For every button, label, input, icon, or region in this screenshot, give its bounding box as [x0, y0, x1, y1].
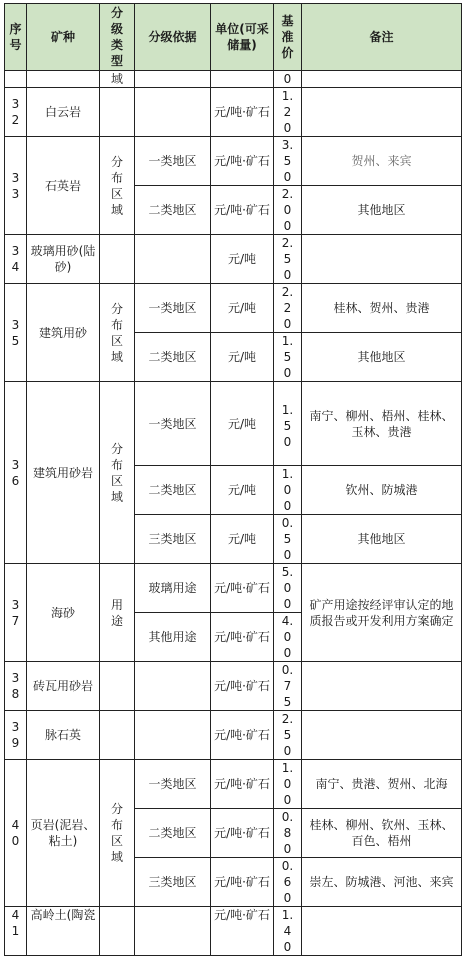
price-cell: 0.75	[274, 662, 302, 711]
class-cell: 用途	[100, 564, 135, 662]
mineral-cell	[27, 71, 100, 88]
note-cell	[302, 907, 462, 956]
seq-cell: 34	[5, 235, 27, 284]
basis-cell: 二类地区	[135, 809, 211, 858]
price-cell: 5.00	[274, 564, 302, 613]
table-row	[5, 711, 462, 760]
table-row	[5, 284, 462, 333]
mineral-cell: 海砂	[27, 564, 100, 662]
unit-cell: 元/吨·矿石	[211, 809, 274, 858]
class-cell	[100, 235, 135, 284]
unit-cell: 元/吨	[211, 284, 274, 333]
note-cell: 崇左、防城港、河池、来宾	[302, 858, 462, 907]
class-cell	[100, 662, 135, 711]
seq-cell: 32	[5, 88, 27, 137]
unit-cell: 元/吨	[211, 515, 274, 564]
basis-cell: 二类地区	[135, 466, 211, 515]
note-cell	[302, 711, 462, 760]
mineral-cell: 建筑用砂岩	[27, 382, 100, 564]
mineral-cell: 高岭土(陶瓷	[27, 907, 100, 956]
table-row	[5, 235, 462, 284]
basis-cell: 一类地区	[135, 760, 211, 809]
class-cell: 分布区域	[100, 382, 135, 564]
header-note: 备注	[302, 4, 462, 71]
header-seq: 序号	[5, 4, 27, 71]
mineral-cell: 石英岩	[27, 137, 100, 235]
price-cell: 0.80	[274, 809, 302, 858]
seq-cell: 37	[5, 564, 27, 662]
unit-cell: 元/吨	[211, 382, 274, 466]
header-class-type: 分级类型	[100, 4, 135, 71]
note-cell: 南宁、柳州、梧州、桂林、玉林、贵港	[302, 382, 462, 466]
basis-cell	[135, 907, 211, 956]
note-cell	[302, 662, 462, 711]
seq-cell: 36	[5, 382, 27, 564]
price-cell: 2.00	[274, 186, 302, 235]
seq-cell: 35	[5, 284, 27, 382]
price-cell: 1.00	[274, 760, 302, 809]
seq-cell: 41	[5, 907, 27, 956]
unit-cell: 元/吨·矿石	[211, 858, 274, 907]
note-cell: 矿产用途按经评审认定的地质报告或开发利用方案确定	[302, 564, 462, 662]
note-cell: 钦州、防城港	[302, 466, 462, 515]
basis-cell: 玻璃用途	[135, 564, 211, 613]
table-row	[5, 137, 462, 186]
seq-cell: 38	[5, 662, 27, 711]
note-cell	[302, 235, 462, 284]
basis-cell	[135, 88, 211, 137]
unit-cell: 元/吨·矿石	[211, 137, 274, 186]
header-mineral: 矿种	[27, 4, 100, 71]
note-cell: 桂林、柳州、钦州、玉林、百色、梧州	[302, 809, 462, 858]
price-cell: 1.20	[274, 88, 302, 137]
note-cell: 其他地区	[302, 186, 462, 235]
table-row	[5, 662, 462, 711]
unit-cell: 元/吨·矿石	[211, 760, 274, 809]
basis-cell: 一类地区	[135, 382, 211, 466]
basis-cell: 一类地区	[135, 137, 211, 186]
basis-cell: 其他用途	[135, 613, 211, 662]
table-row	[5, 382, 462, 466]
basis-cell	[135, 71, 211, 88]
price-cell: 1.50	[274, 333, 302, 382]
note-cell: 贺州、来宾	[302, 137, 462, 186]
unit-cell: 元/吨·矿石	[211, 88, 274, 137]
unit-cell: 元/吨·矿石	[211, 907, 274, 956]
class-cell: 分布区域	[100, 137, 135, 235]
note-cell: 其他地区	[302, 515, 462, 564]
price-cell: 1.00	[274, 466, 302, 515]
basis-cell	[135, 662, 211, 711]
unit-cell: 元/吨·矿石	[211, 662, 274, 711]
class-cell	[100, 907, 135, 956]
mineral-cell: 玻璃用砂(陆砂)	[27, 235, 100, 284]
price-cell: 0.50	[274, 515, 302, 564]
header-unit: 单位(可采储量)	[211, 4, 274, 71]
mineral-cell: 白云岩	[27, 88, 100, 137]
price-cell: 0	[274, 71, 302, 88]
class-cell	[100, 88, 135, 137]
seq-cell	[5, 71, 27, 88]
note-cell	[302, 71, 462, 88]
class-cell: 域	[100, 71, 135, 88]
mineral-cell: 砖瓦用砂岩	[27, 662, 100, 711]
price-cell: 0.60	[274, 858, 302, 907]
price-cell: 3.50	[274, 137, 302, 186]
basis-cell: 三类地区	[135, 858, 211, 907]
unit-cell: 元/吨	[211, 466, 274, 515]
note-cell	[302, 88, 462, 137]
price-cell: 2.50	[274, 711, 302, 760]
price-cell: 1.50	[274, 382, 302, 466]
table-row	[5, 88, 462, 137]
table-row	[5, 564, 462, 613]
basis-cell	[135, 235, 211, 284]
unit-cell: 元/吨·矿石	[211, 711, 274, 760]
basis-cell: 三类地区	[135, 515, 211, 564]
seq-cell: 40	[5, 760, 27, 907]
mineral-price-table	[4, 3, 462, 956]
basis-cell	[135, 711, 211, 760]
note-cell: 其他地区	[302, 333, 462, 382]
table-row	[5, 760, 462, 809]
basis-cell: 一类地区	[135, 284, 211, 333]
header-price: 基准价	[274, 4, 302, 71]
mineral-cell: 页岩(泥岩、粘土)	[27, 760, 100, 907]
price-cell: 2.20	[274, 284, 302, 333]
unit-cell: 元/吨·矿石	[211, 613, 274, 662]
table-row	[5, 71, 462, 88]
basis-cell: 二类地区	[135, 333, 211, 382]
class-cell	[100, 711, 135, 760]
unit-cell: 元/吨·矿石	[211, 186, 274, 235]
unit-cell	[211, 71, 274, 88]
unit-cell: 元/吨·矿石	[211, 564, 274, 613]
header-row	[5, 4, 462, 71]
class-cell: 分布区域	[100, 760, 135, 907]
seq-cell: 33	[5, 137, 27, 235]
price-cell: 1.40	[274, 907, 302, 956]
price-cell: 2.50	[274, 235, 302, 284]
seq-cell: 39	[5, 711, 27, 760]
unit-cell: 元/吨	[211, 333, 274, 382]
mineral-cell: 脉石英	[27, 711, 100, 760]
table-row	[5, 907, 462, 956]
note-cell: 桂林、贺州、贵港	[302, 284, 462, 333]
price-cell: 4.00	[274, 613, 302, 662]
class-cell: 分布区域	[100, 284, 135, 382]
basis-cell: 二类地区	[135, 186, 211, 235]
note-cell: 南宁、贵港、贺州、北海	[302, 760, 462, 809]
mineral-cell: 建筑用砂	[27, 284, 100, 382]
unit-cell: 元/吨	[211, 235, 274, 284]
header-basis: 分级依据	[135, 4, 211, 71]
